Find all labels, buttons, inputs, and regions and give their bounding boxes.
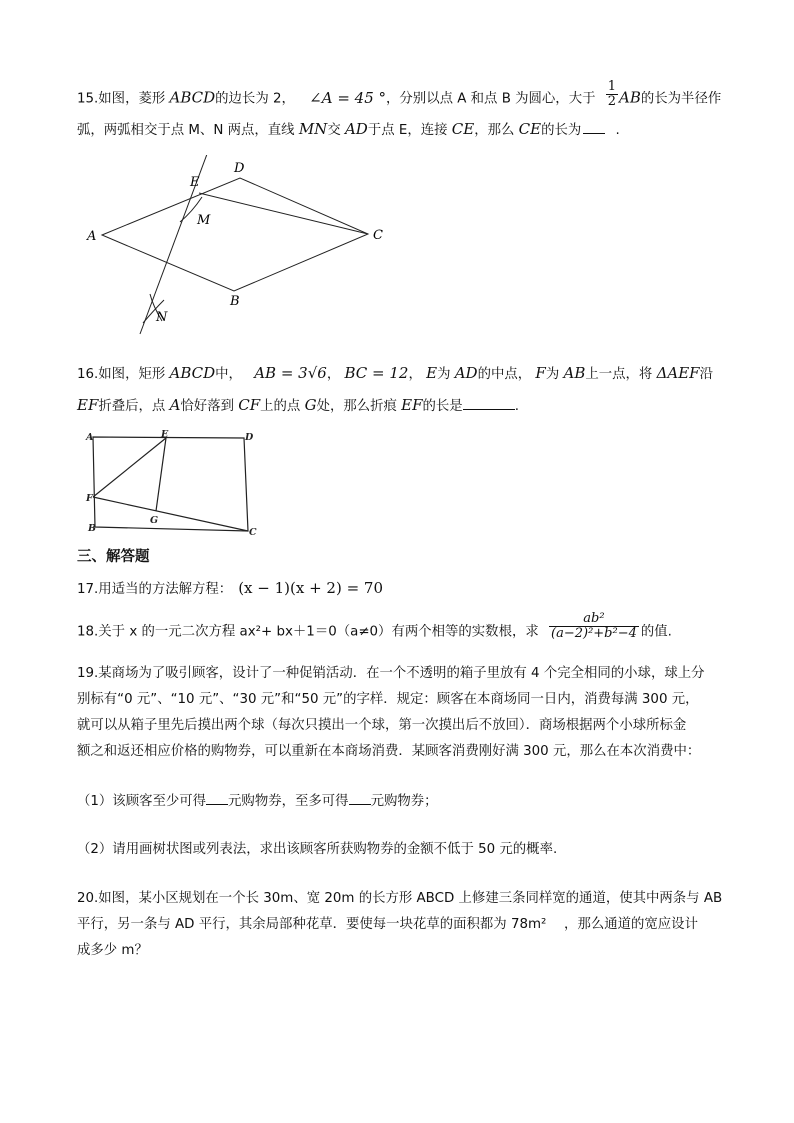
q20-line3: 成多少 m？: [77, 943, 148, 958]
label-e: E: [190, 175, 200, 190]
segment-ef: [93, 438, 166, 497]
section-heading: 三、解答题: [77, 549, 150, 565]
rhombus-figure: [80, 155, 400, 340]
q19-line3: 就可以从箱子里先后摸出两个球（每次只摸出一个球，第一次摸出后不放回）．商场根据两个小球所标金: [77, 718, 687, 733]
q17: 17.用适当的方法解方程： (x − 1)(x + 2) = 70: [77, 579, 384, 597]
label-n: N: [156, 310, 168, 325]
half-fraction: $\frac{1}{2}$: [607, 79, 617, 109]
answer-blank: [463, 397, 515, 410]
answer-blank: [206, 792, 228, 805]
q15-line2: 弧，两弧相交于点 M、N 两点，直线 MN交 AD于点 E，连接 CE，那么 CE的长为 .: [77, 120, 620, 138]
q18-fraction: $\frac{\text{ab²}}{\text{(a−2)²+b²−4}}$: [551, 611, 637, 641]
q20-line1: 20.如图，某小区规划在一个长 30m、宽 20m 的长方形 ABCD 上修建三条同样宽的通道，使其中两条与 AB: [77, 891, 723, 906]
answer-blank: [583, 121, 605, 134]
segment-ec: [199, 193, 368, 234]
label-d: D: [234, 161, 245, 176]
line-mn: [140, 155, 213, 334]
label-g: G: [150, 515, 159, 526]
rhombus-abcd: [102, 178, 368, 291]
label-c: C: [249, 527, 257, 538]
q19-line1: 19.某商场为了吸引顾客，设计了一种促销活动．在一个不透明的箱子里放有 4 个完全相同的小球，球上分: [77, 666, 705, 681]
q19-part1: （1）该顾客至少可得 元购物券，至多可得 元购物券；: [77, 794, 438, 809]
label-b: B: [88, 523, 97, 534]
label-a: A: [86, 432, 94, 443]
q16-line1: 16.如图，矩形 ABCD中， AB = 3√6， BC = 12， E为 AD的中点， F为 AB上一点，将 ΔAEF沿: [77, 364, 713, 382]
segment-eg: [156, 438, 166, 511]
label-c: C: [373, 228, 383, 243]
answer-blank: [349, 792, 371, 805]
label-m: M: [197, 213, 211, 228]
q19-line4: 额之和返还相应价格的购物券，可以重新在本商场消费．某顾客消费刚好满 300 元，那么在本次消费中：: [77, 744, 701, 759]
q16-line2: EF折叠后，点 A恰好落到 CF上的点 G处，那么折痕 EF的长是 .: [77, 396, 519, 414]
label-e: E: [161, 429, 169, 440]
q15-line1: 15.如图，菱形 ABCD的边长为 2， ∠A = 45 °，分别以点 A 和点 B 为圆心，大于 $\frac{1}{2}$ AB的长为半径作: [77, 79, 722, 109]
q19-part2: （2）请用画树状图或列表法，求出该顾客所获购物券的金额不低于 50 元的概率.: [77, 842, 558, 857]
q19-line2: 别标有“0 元”、“10 元”、“30 元”和“50 元”的字样．规定：顾客在本商场同一日内，消费每满 300 元，: [77, 692, 699, 707]
label-f: F: [86, 493, 93, 504]
rectangle-abcd: [93, 437, 248, 531]
q17-equation: (x − 1)(x + 2) = 70: [238, 579, 384, 597]
segment-fc: [93, 497, 248, 531]
rectangle-figure: [80, 425, 265, 540]
label-b: B: [230, 294, 240, 309]
label-d: D: [245, 432, 254, 443]
label-a: A: [87, 229, 97, 244]
q18: 18.关于 x 的一元二次方程 ax²+ bx＋1＝0（a≠0）有两个相等的实数根，求 $\frac{\text{ab²}}{\text{(a−2)²+b²−4}}$ 的值.: [77, 611, 672, 641]
q20-line2: 平行，另一条与 AD 平行，其余局部种花草．要使每一块花草的面积都为 78m² ，那么通道的宽应设计: [77, 917, 698, 932]
